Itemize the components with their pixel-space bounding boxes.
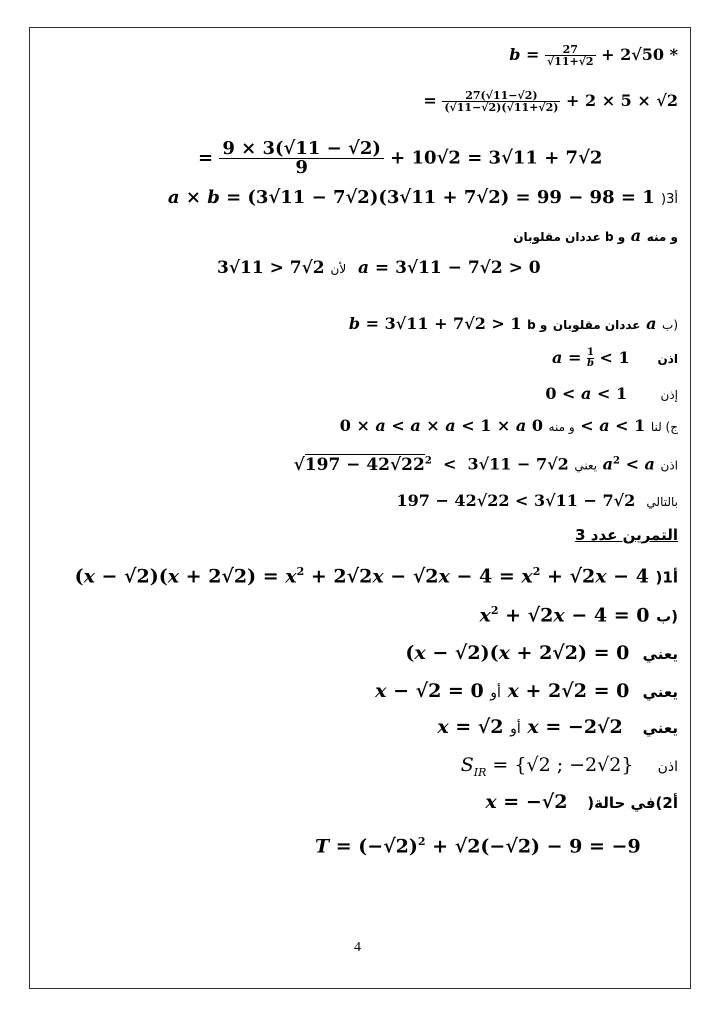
ex3-1b-roots: x = √2 أو x = −2√2 يعني xyxy=(437,716,678,738)
ex3-2a-case: x = −√2 )أ2)في حالة xyxy=(485,791,678,813)
ex3-2a-T: $T = (-√2)^2 + √2(-√2) - 9 = -9$ xyxy=(315,835,641,858)
ex3-1b-eq: (x − √2)(x + 2√2) = 0 يعني xyxy=(405,642,678,664)
q3a-reason: 3√11 > 7√2 لأن a = 3√11 − 7√2 > 0 xyxy=(217,258,541,278)
q3b-range: 0 < a < 1 إذن xyxy=(545,384,678,403)
q3b-statement: b = 3√11 + 7√2 > 1 b عددان مقلوبان و a ب) xyxy=(348,314,678,333)
q3a-inverse: عددان مقلوبان b و a و منه xyxy=(513,226,678,245)
q3c-conclusion: 197 − 42√22 < 3√11 − 7√2 بالتالي xyxy=(396,491,678,510)
b-step1: = $\frac{27(√11-√2)}{(√11-√2)(√11+√2)}$ + 2 × 5 × √2 xyxy=(423,89,678,114)
q3a-product: a × b = (3√11 − 7√2)(3√11 + 7√2) = 99 − 98 = 1 )أ3 xyxy=(167,187,678,208)
b-definition: b = $\frac{27}{√11+√2}$ + 2√50 * xyxy=(509,43,678,68)
q3c-statement: 0 × a < a × a < 1 × a و منه 0 < a < 1 ج) لنا xyxy=(339,416,678,435)
page-number: 4 xyxy=(354,940,361,955)
ex3-1b-or: x − √2 = 0 أو x + 2√2 = 0 يعني xyxy=(375,680,678,702)
ex3-1b-set: $S_{IR} = \{√2$ ; −2√2} اذن xyxy=(460,754,678,779)
q3b-then: a = $\frac{1}{b}$ < 1 اذن xyxy=(552,347,678,369)
exercise-3-title: التمرين عدد 3 xyxy=(575,526,678,544)
q3c-then: $√197 - 42√22^2 < 3√11 - 7√2$ يعني $a^2 < a$ اذن xyxy=(293,454,678,475)
b-step2: = $\frac{9 \times 3(√11 - √2)}{9}$ + 10√2 = 3√11 + 7√2 xyxy=(198,138,603,178)
ex3-1b: $x^2 + √2x - 4 = 0$ ب) xyxy=(479,604,678,627)
ex3-1a: $(x - √2)(x + 2√2) = x^2 + 2√2x - √2x - 4 = x^2 + √2x - 4$ )أ1 xyxy=(74,565,678,588)
